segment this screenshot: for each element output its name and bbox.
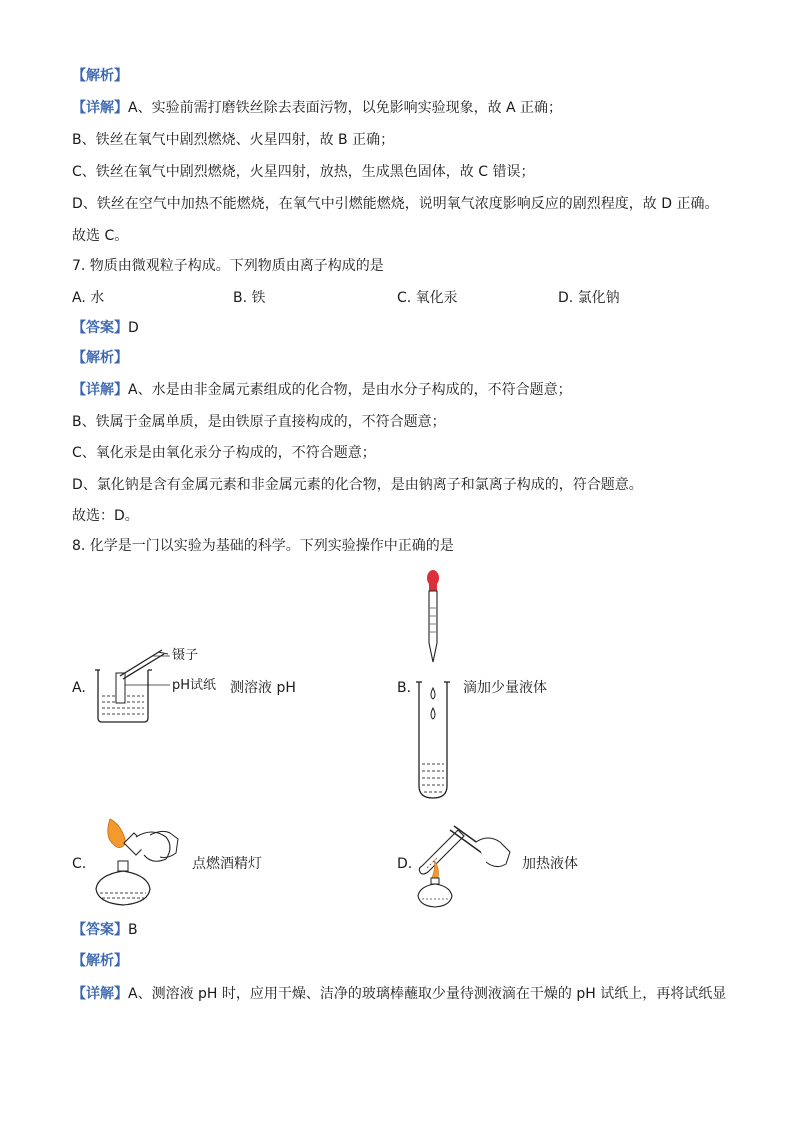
q7-option-c: C. 氧化汞 — [397, 290, 458, 306]
q7-answer: 【答案】D — [72, 320, 139, 336]
ph-paper-label: pH试纸 — [172, 678, 217, 693]
detail-line: D、铁丝在空气中加热不能燃烧，在氧气中引燃能燃烧，说明氧气浓度影响反应的剧烈程度，故 D 正确。 — [72, 196, 719, 212]
question-7-stem: 7. 物质由微观粒子构成。下列物质由离子构成的是 — [72, 258, 384, 274]
q8-answer: 【答案】B — [72, 922, 138, 938]
q7-option-b: B. 铁 — [233, 290, 266, 306]
heating-liquid-figure — [414, 816, 514, 910]
question-8-stem: 8. 化学是一门以实验为基础的科学。下列实验操作中正确的是 — [72, 538, 454, 554]
detail-line: 【详解】A、实验前需打磨铁丝除去表面污物，以免影响实验现象，故 A 正确； — [72, 100, 563, 116]
q8-option-c-letter: C. — [72, 856, 87, 872]
detail-line: B、铁丝在氧气中剧烈燃烧、火星四射，故 B 正确； — [72, 132, 395, 148]
analysis-tag: 【解析】 — [72, 953, 128, 969]
q8-option-a-caption: 测溶液 pH — [230, 680, 296, 696]
q8-option-d-letter: D. — [397, 856, 413, 872]
dropper-test-tube-figure — [414, 568, 450, 804]
tweezers-label: 镊子 — [172, 648, 199, 663]
q8-option-b-letter: B. — [397, 680, 412, 696]
q7-option-d: D. 氯化钠 — [558, 290, 620, 306]
q8-option-c-caption: 点燃酒精灯 — [192, 856, 262, 872]
detail-line: B、铁属于金属单质，是由铁原子直接构成的，不符合题意； — [72, 414, 446, 430]
conclusion-line: 故选 C。 — [72, 228, 129, 244]
detail-line: C、氧化汞是由氧化汞分子构成的，不符合题意； — [72, 445, 376, 461]
lighting-alcohol-lamp-figure — [90, 815, 186, 909]
detail-line: 【详解】A、测溶液 pH 时，应用干燥、洁净的玻璃棒蘸取少量待测液滴在干燥的 pH 试纸上，再将试纸显 — [72, 986, 727, 1002]
detail-line: C、铁丝在氧气中剧烈燃烧，火星四射，放热，生成黑色固体，故 C 错误； — [72, 164, 535, 180]
q7-option-a: A. 水 — [72, 290, 105, 306]
q8-option-a-letter: A. — [72, 680, 86, 696]
analysis-tag: 【解析】 — [72, 350, 128, 366]
conclusion-line: 故选：D。 — [72, 508, 139, 524]
q8-option-b-caption: 滴加少量液体 — [463, 680, 547, 696]
analysis-tag: 【解析】 — [72, 68, 128, 84]
q8-option-d-caption: 加热液体 — [522, 856, 578, 872]
detail-line: 【详解】A、水是由非金属元素组成的化合物，是由水分子构成的，不符合题意； — [72, 382, 572, 398]
detail-line: D、氯化钠是含有金属元素和非金属元素的化合物，是由钠离子和氯离子构成的，符合题意。 — [72, 477, 643, 493]
